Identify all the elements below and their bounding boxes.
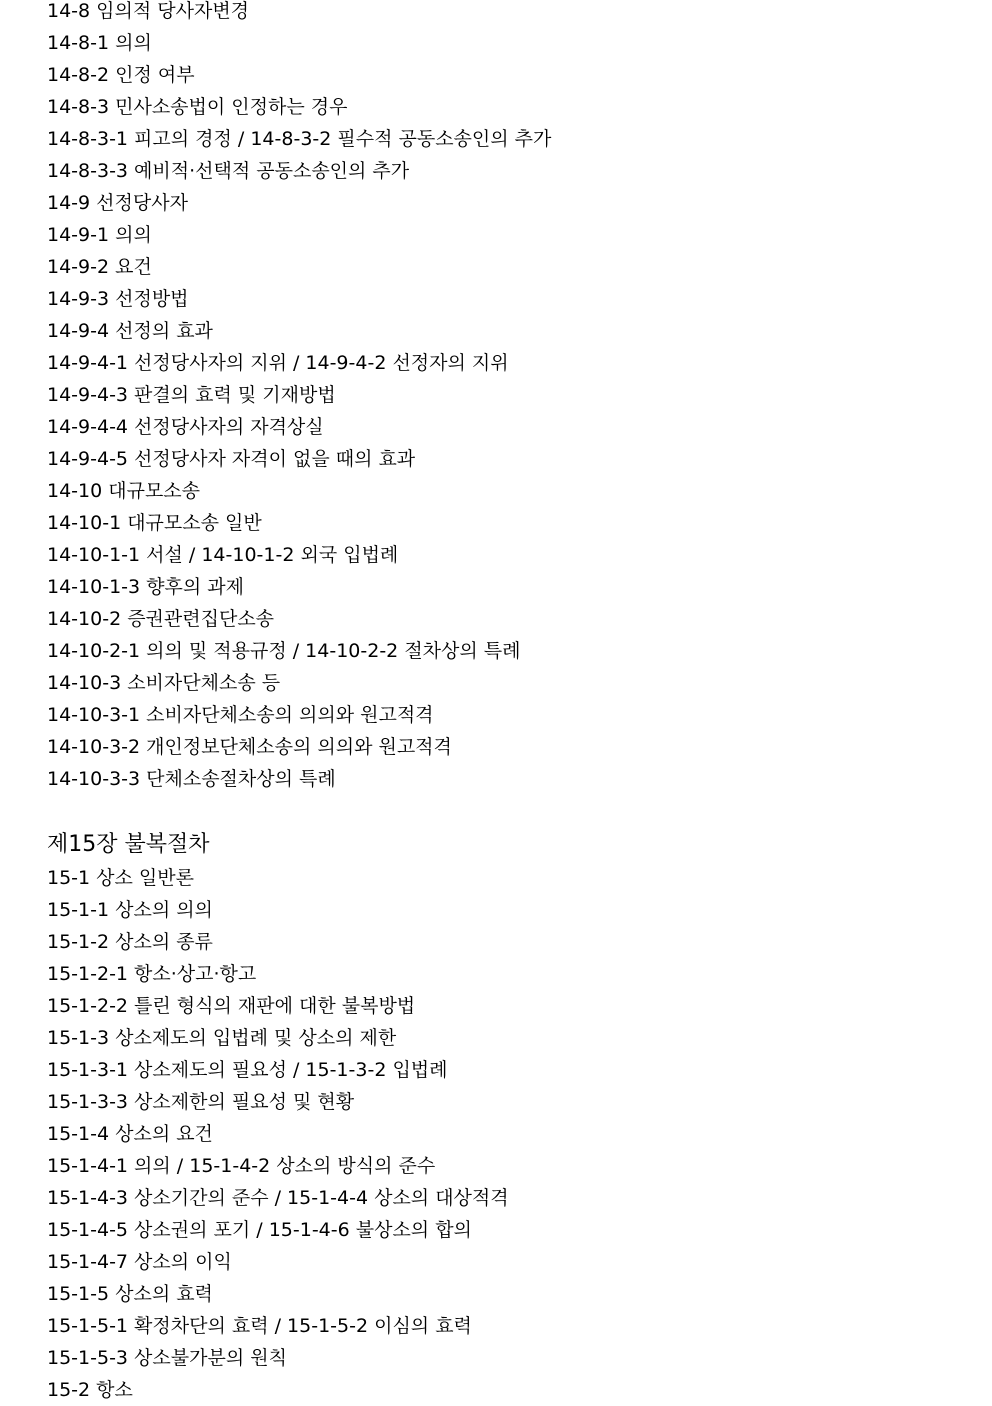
toc-line: 14-10-3-3 단체소송절차상의 특례 — [47, 768, 336, 790]
toc-section-14 — [47, 0, 977, 795]
toc-line: 14-8-3-1 피고의 경정 / 14-8-3-2 필수적 공동소송인의 추가 — [47, 128, 552, 150]
toc-line: 14-9-3 선정방법 — [47, 288, 189, 310]
toc-line: 14-9-4-5 선정당사자 자격이 없을 때의 효과 — [47, 448, 416, 470]
chapter-heading: 제15장 불복절차 — [47, 832, 210, 857]
toc-line: 15-1-4-5 상소권의 포기 / 15-1-4-6 불상소의 합의 — [47, 1219, 472, 1241]
toc-line: 15-1-5-3 상소불가분의 원칙 — [47, 1347, 287, 1369]
toc-line: 15-1-5 상소의 효력 — [47, 1283, 213, 1305]
toc-line: 14-8-3 민사소송법이 인정하는 경우 — [47, 96, 348, 118]
toc-line: 14-10-2 증권관련집단소송 — [47, 608, 275, 630]
toc-line: 15-1 상소 일반론 — [47, 867, 194, 889]
toc-line: 14-9-2 요건 — [47, 256, 152, 278]
toc-line: 15-1-4 상소의 요건 — [47, 1123, 213, 1145]
toc-line: 15-1-1 상소의 의의 — [47, 899, 213, 921]
toc-line: 14-9-4-3 판결의 효력 및 기재방법 — [47, 384, 336, 406]
toc-line: 14-10-3-2 개인정보단체소송의 의의와 원고적격 — [47, 736, 452, 758]
toc-line: 14-10-3-1 소비자단체소송의 의의와 원고적격 — [47, 704, 434, 726]
toc-line: 14-9-1 의의 — [47, 224, 152, 246]
toc-line: 15-1-4-7 상소의 이익 — [47, 1251, 232, 1273]
toc-line: 14-10-1-3 향후의 과제 — [47, 576, 244, 598]
toc-line: 14-9-4-4 선정당사자의 자격상실 — [47, 416, 324, 438]
toc-line: 14-9 선정당사자 — [47, 192, 188, 214]
toc-chapter-15 — [47, 828, 977, 1406]
toc-line: 14-10-2-1 의의 및 적용규정 / 14-10-2-2 절차상의 특례 — [47, 640, 521, 662]
toc-line: 14-8-2 인정 여부 — [47, 64, 195, 86]
document-page — [47, 0, 977, 1406]
toc-line: 14-9-4-1 선정당사자의 지위 / 14-9-4-2 선정자의 지위 — [47, 352, 509, 374]
toc-line: 14-8 임의적 당사자변경 — [47, 0, 250, 22]
toc-line: 14-10-3 소비자단체소송 등 — [47, 672, 281, 694]
toc-line: 14-10 대규모소송 — [47, 480, 201, 502]
toc-line: 15-1-3 상소제도의 입법례 및 상소의 제한 — [47, 1027, 397, 1049]
toc-line: 15-1-2-2 틀린 형식의 재판에 대한 불복방법 — [47, 995, 416, 1017]
toc-line: 15-1-5-1 확정차단의 효력 / 15-1-5-2 이심의 효력 — [47, 1315, 472, 1337]
toc-line: 15-1-4-3 상소기간의 준수 / 15-1-4-4 상소의 대상적격 — [47, 1187, 509, 1209]
toc-line: 15-1-4-1 의의 / 15-1-4-2 상소의 방식의 준수 — [47, 1155, 436, 1177]
toc-line: 14-10-1 대규모소송 일반 — [47, 512, 262, 534]
toc-line: 15-2 항소 — [47, 1379, 133, 1401]
toc-line: 15-1-2 상소의 종류 — [47, 931, 213, 953]
toc-line: 14-10-1-1 서설 / 14-10-1-2 외국 입법례 — [47, 544, 399, 566]
toc-line: 15-1-2-1 항소·상고·항고 — [47, 963, 257, 985]
toc-line: 15-1-3-3 상소제한의 필요성 및 현황 — [47, 1091, 355, 1113]
toc-line: 14-8-3-3 예비적·선택적 공동소송인의 추가 — [47, 160, 410, 182]
toc-line: 15-1-3-1 상소제도의 필요성 / 15-1-3-2 입법례 — [47, 1059, 448, 1081]
toc-line: 14-8-1 의의 — [47, 32, 152, 54]
toc-line: 14-9-4 선정의 효과 — [47, 320, 213, 342]
